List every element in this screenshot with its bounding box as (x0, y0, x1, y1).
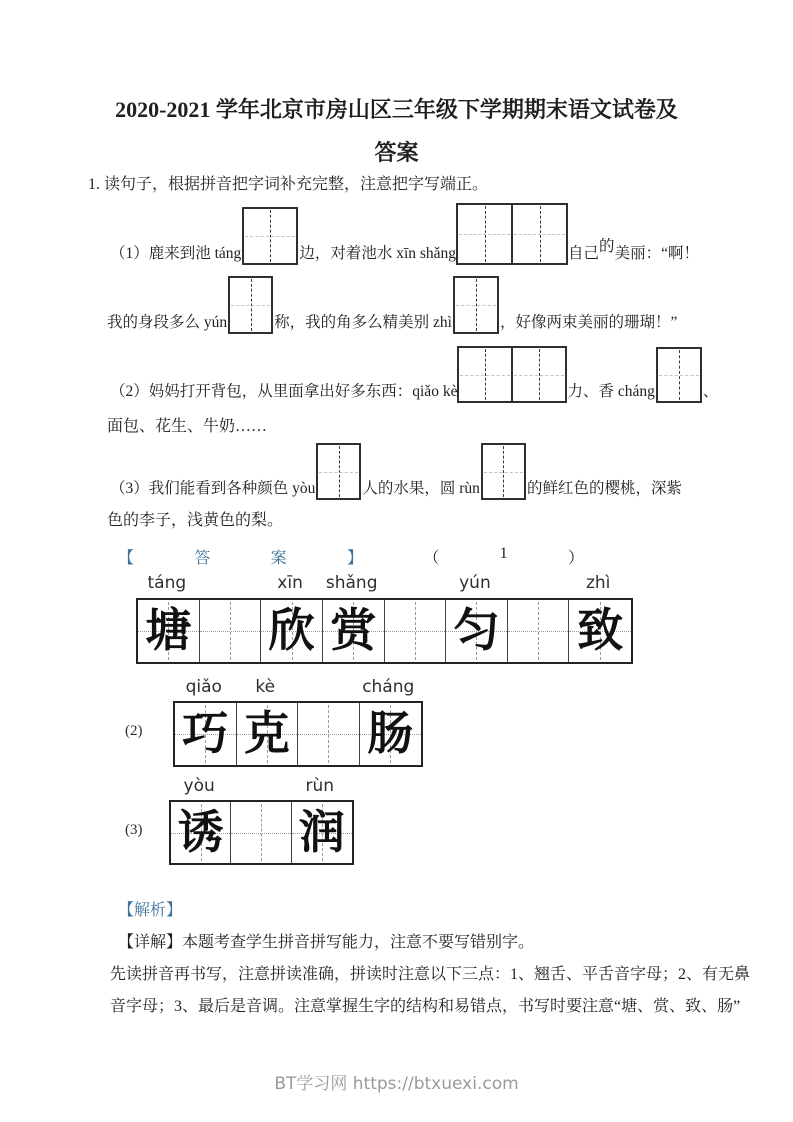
pinyin-label: xīn (277, 573, 303, 593)
question-1-intro: 1. 读句子，根据拼音把字词补充完整，注意把字写端正。 (88, 176, 489, 193)
item1-text-3a: 自己 (568, 245, 600, 262)
answer-character: 匀 (453, 605, 500, 656)
item1-text-3b-raised: 的 (599, 238, 615, 255)
item1-text-4: 我的身段多么 yún (107, 314, 228, 331)
writing-box-cell (511, 205, 566, 263)
item2-text-2: 力、香 cháng (567, 383, 655, 400)
item1-text-3 (568, 238, 699, 265)
writing-box (481, 443, 526, 500)
answer-char-1: 答 (194, 550, 211, 567)
page-title-line1: 2020-2021 学年北京市房山区三年级下学期期末语文试卷及 (115, 97, 678, 122)
answer-grid-cell (231, 802, 291, 863)
item3-line2: 色的李子，浅黄色的梨。 (107, 512, 284, 529)
answer-grid-cell (292, 802, 352, 863)
analysis-header: 【解析】 (118, 902, 183, 919)
pinyin-label: rùn (305, 776, 335, 796)
answer-grid3-label: (3) (125, 822, 143, 838)
pinyin-label (296, 676, 358, 698)
footer-site-link[interactable]: BT学习网 https://btxuexi.com (274, 1074, 519, 1094)
answer-character: 塘 (145, 605, 192, 656)
answer-grid2-label: (2) (125, 723, 143, 739)
answer-character: 致 (577, 605, 624, 656)
pinyin-label: zhì (585, 573, 611, 593)
pinyin-label (198, 572, 260, 594)
pinyin-label: cháng (362, 677, 415, 697)
item2-line1 (110, 346, 718, 403)
item1-text-1: （1）鹿来到池 táng (110, 245, 242, 262)
answer-grid3-pinyin-row (169, 775, 350, 797)
answer-grid1 (136, 598, 633, 664)
analysis-line2: 先读拼音再书写，注意拼读准确，拼读时注意以下三点：1、翘舌、平舌音字母；2、有无鼻 (110, 966, 751, 983)
answer-character: 润 (298, 806, 345, 858)
pinyin-label: kè (255, 677, 276, 697)
item2-text-3: 、 (702, 383, 719, 400)
pinyin-label (506, 572, 568, 594)
page-title (0, 88, 793, 174)
answer-grid2 (173, 701, 423, 767)
answer-grid2-pinyin-row (173, 676, 419, 698)
page-title-line2: 答案 (374, 140, 419, 165)
writing-box (656, 347, 702, 403)
writing-box-cell (511, 348, 565, 401)
item1-text-5: 称，我的角多么精美别 zhì (274, 314, 452, 331)
answer-header (118, 545, 584, 568)
answer-grid-cell (446, 600, 508, 662)
writing-box (453, 276, 499, 334)
answer-paren-close: ） (567, 550, 584, 567)
answer-character: 肠 (367, 708, 414, 759)
answer-character: 赏 (330, 605, 377, 656)
pinyin-label: táng (147, 573, 187, 593)
answer-grid-cell (171, 802, 231, 863)
answer-grid1-pinyin-row (136, 572, 629, 594)
answer-grid-cell (508, 600, 570, 662)
answer-number: 1 (499, 545, 508, 562)
pinyin-label: shǎng (325, 573, 378, 593)
answer-grid-cell (323, 600, 385, 662)
pinyin-label (383, 572, 445, 594)
writing-box (242, 207, 298, 265)
pinyin-label: yòu (183, 776, 215, 796)
pinyin-label (229, 775, 289, 797)
answer-grid-cell (237, 703, 299, 765)
answer-grid3 (169, 800, 354, 865)
item3-line1 (110, 442, 682, 500)
item3-text-2: 人的水果，圆 rùn (362, 480, 480, 497)
answer-paren-open: （ (423, 550, 440, 567)
pinyin-label: yún (459, 573, 491, 593)
writing-box-double (456, 203, 568, 265)
answer-grid-cell (569, 600, 631, 662)
answer-character: 巧 (182, 708, 229, 759)
analysis-line3: 音字母；3、最后是音调。注意掌握生字的结构和易错点，书写时要注意“塘、赏、致、肠” (110, 998, 741, 1015)
answer-grid-cell (138, 600, 200, 662)
item1-line2 (107, 274, 677, 334)
answer-grid-cell (261, 600, 323, 662)
item2-text-1: （2）妈妈打开背包，从里面拿出好多东西：qiǎo kè (110, 383, 458, 400)
item1-text-6: ，好像两束美丽的珊瑚！” (499, 314, 678, 331)
footer-watermark (0, 1069, 793, 1094)
item2-line2: 面包、花生、牛奶…… (107, 418, 268, 435)
answer-grid-cell (200, 600, 262, 662)
item1-text-3c: 美丽：“啊！ (614, 245, 699, 262)
answer-grid-cell (385, 600, 447, 662)
answer-char-2: 案 (270, 550, 287, 567)
item3-text-3: 的鲜红色的樱桃，深紫 (526, 480, 682, 497)
answer-grid-cell (175, 703, 237, 765)
item1-line1 (110, 203, 699, 265)
answer-character: 克 (243, 708, 290, 759)
pinyin-label: qiǎo (185, 677, 222, 697)
analysis-detail: 【详解】本题考查学生拼音拼写能力，注意不要写错别字。 (118, 934, 535, 951)
writing-box-cell (458, 205, 511, 263)
writing-box (316, 443, 361, 500)
item1-text-2: 边，对着池水 xīn shǎng (299, 245, 457, 262)
answer-bracket-open: 【 (118, 550, 135, 567)
writing-box (228, 276, 273, 334)
answer-character: 欣 (268, 605, 315, 656)
answer-character: 诱 (177, 806, 224, 858)
answer-grid-cell (298, 703, 360, 765)
item3-text-1: （3）我们能看到各种颜色 yòu (110, 480, 316, 497)
answer-bracket-close: 】 (346, 550, 363, 567)
answer-grid-cell (360, 703, 422, 765)
writing-box-double (457, 346, 567, 403)
writing-box-cell (459, 348, 511, 401)
